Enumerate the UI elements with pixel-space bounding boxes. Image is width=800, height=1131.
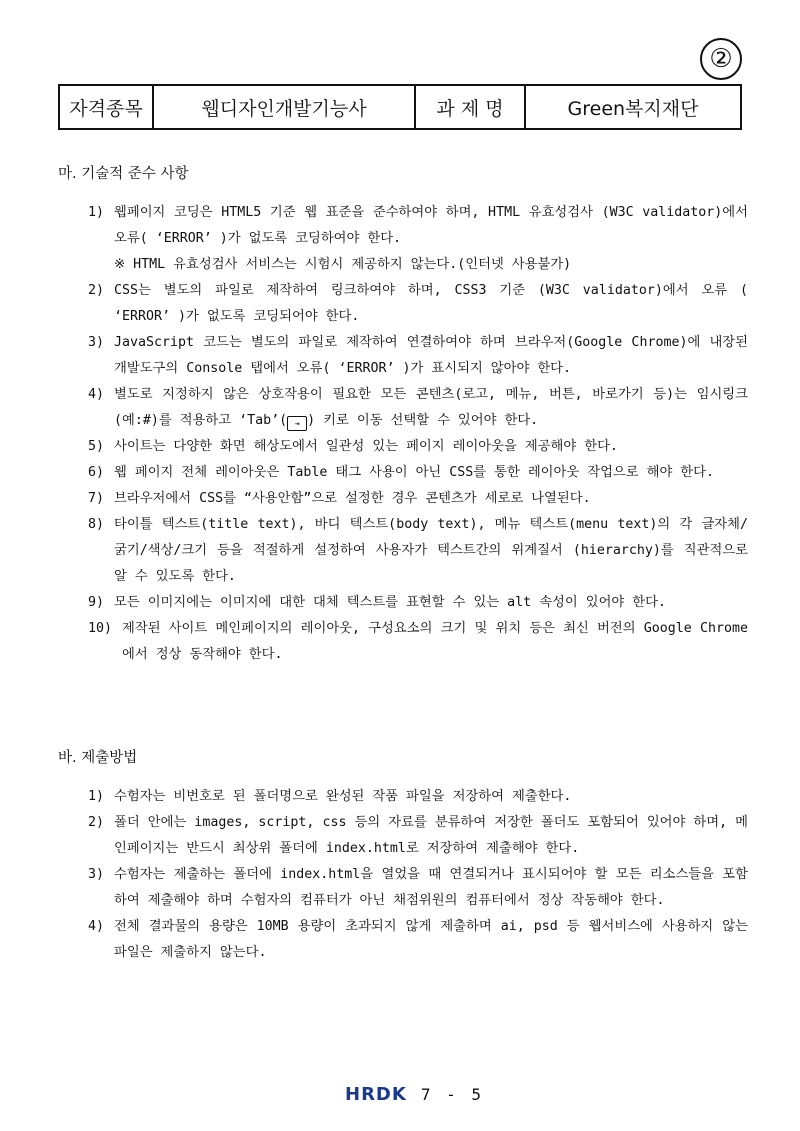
section-ma-title: 마. 기술적 준수 사항 bbox=[58, 166, 189, 182]
item-number: 4) bbox=[88, 387, 105, 402]
item-number: 4) bbox=[88, 919, 105, 934]
item-number: 2) bbox=[88, 283, 105, 298]
item-text: 브라우저에서 CSS를 “사용안함”으로 설정한 경우 콘텐츠가 세로로 나열된다. bbox=[114, 491, 591, 506]
item-text: 웹페이지 코딩은 HTML5 기준 웹 표준을 준수하여야 하며, HTML 유효성검사 (W3C validator)에서 오류( ‘ERROR’ )가 없도록 코딩하여야 한다. ※ HTML 유효성검사 서비스는 시험시 제공하지 않는다.(인터넷 사용불가) bbox=[114, 205, 748, 272]
list-item bbox=[88, 382, 748, 434]
list-item bbox=[88, 460, 748, 486]
page-footer bbox=[345, 1084, 484, 1105]
item-number: 3) bbox=[88, 335, 105, 350]
item-text: 웹 페이지 전체 레이아웃은 Table 태그 사용이 아닌 CSS를 통한 레이아웃 작업으로 해야 한다. bbox=[114, 465, 714, 480]
section-ba-list bbox=[88, 784, 748, 966]
qualification-label: 자격종목 bbox=[59, 85, 153, 129]
list-item bbox=[88, 810, 748, 862]
item-text-after: ) 키로 이동 선택할 수 있어야 한다. bbox=[307, 413, 539, 428]
task-label: 과 제 명 bbox=[415, 85, 525, 129]
tab-key-icon: ⇥ bbox=[287, 416, 307, 431]
list-item bbox=[88, 486, 748, 512]
list-item bbox=[88, 784, 748, 810]
page-circle-number: ② bbox=[700, 38, 742, 80]
item-text: 타이틀 텍스트(title text), 바디 텍스트(body text), 메뉴 텍스트(menu text)의 각 글자체/굵기/색상/크기 등을 적절하게 설정하여 사용자가 텍스트간의 위계질서 (hierarchy)를 직관적으로 알 수 있도록 한다. bbox=[114, 517, 748, 584]
list-item bbox=[88, 278, 748, 330]
item-text: 사이트는 다양한 화면 해상도에서 일관성 있는 페이지 레이아웃을 제공해야 한다. bbox=[114, 439, 618, 454]
item-text-before: 별도로 지정하지 않은 상호작용이 필요한 모든 콘텐츠(로고, 메뉴, 버튼, 바로가기 등)는 임시링크(예:#)를 적용하고 ‘Tab’( bbox=[114, 387, 748, 428]
item-text: CSS는 별도의 파일로 제작하여 링크하여야 하며, CSS3 기준 (W3C validator)에서 오류 ( ‘ERROR’ )가 없도록 코딩되어야 한다. bbox=[114, 283, 748, 324]
item-text bbox=[114, 382, 748, 434]
qualification-value: 웹디자인개발기능사 bbox=[153, 85, 415, 129]
hrdk-logo: HRDK bbox=[345, 1084, 407, 1105]
footer-page-number: 7 - 5 bbox=[420, 1085, 484, 1104]
item-number: 7) bbox=[88, 491, 105, 506]
list-item bbox=[88, 862, 748, 914]
task-value: Green복지재단 bbox=[525, 85, 741, 129]
item-text: 수험자는 제출하는 폴더에 index.html을 열었을 때 연결되거나 표시되어야 할 모든 리소스들을 포함하여 제출해야 하며 수험자의 컴퓨터가 아닌 채점위원의 컴퓨터에서 정상 작동해야 한다. bbox=[114, 867, 748, 908]
item-text: 폴더 안에는 images, script, css 등의 자료를 분류하여 저장한 폴더도 포함되어 있어야 하며, 메인페이지는 반드시 최상위 폴더에 index.html로 저장하여 제출해야 한다. bbox=[114, 815, 748, 856]
item-number: 8) bbox=[88, 517, 105, 532]
list-item bbox=[88, 330, 748, 382]
list-item bbox=[88, 434, 748, 460]
list-item bbox=[88, 512, 748, 590]
item-number: 1) bbox=[88, 205, 105, 220]
item-number: 1) bbox=[88, 789, 105, 804]
item-number: 10) bbox=[88, 621, 113, 636]
item-text: 모든 이미지에는 이미지에 대한 대체 텍스트를 표현할 수 있는 alt 속성이 있어야 한다. bbox=[114, 595, 666, 610]
item-number: 6) bbox=[88, 465, 105, 480]
item-number: 5) bbox=[88, 439, 105, 454]
list-item bbox=[88, 616, 748, 668]
item-number: 3) bbox=[88, 867, 105, 882]
item-number: 9) bbox=[88, 595, 105, 610]
item-text: 전체 결과물의 용량은 10MB 용량이 초과되지 않게 제출하며 ai, psd 등 웹서비스에 사용하지 않는 파일은 제출하지 않는다. bbox=[114, 919, 748, 960]
exam-header-table bbox=[58, 84, 742, 130]
item-text: 제작된 사이트 메인페이지의 레이아웃, 구성요소의 크기 및 위치 등은 최신 버전의 Google Chrome에서 정상 동작해야 한다. bbox=[122, 621, 748, 662]
section-ma-list bbox=[88, 200, 748, 668]
section-ba-title: 바. 제출방법 bbox=[58, 750, 138, 766]
list-item bbox=[88, 200, 748, 278]
list-item bbox=[88, 590, 748, 616]
item-text: JavaScript 코드는 별도의 파일로 제작하여 연결하여야 하며 브라우저(Google Chrome)에 내장된 개발도구의 Console 탭에서 오류( ‘ERROR’ )가 표시되지 않아야 한다. bbox=[114, 335, 748, 376]
item-number: 2) bbox=[88, 815, 105, 830]
item-text: 수험자는 비번호로 된 폴더명으로 완성된 작품 파일을 저장하여 제출한다. bbox=[114, 789, 572, 804]
list-item bbox=[88, 914, 748, 966]
